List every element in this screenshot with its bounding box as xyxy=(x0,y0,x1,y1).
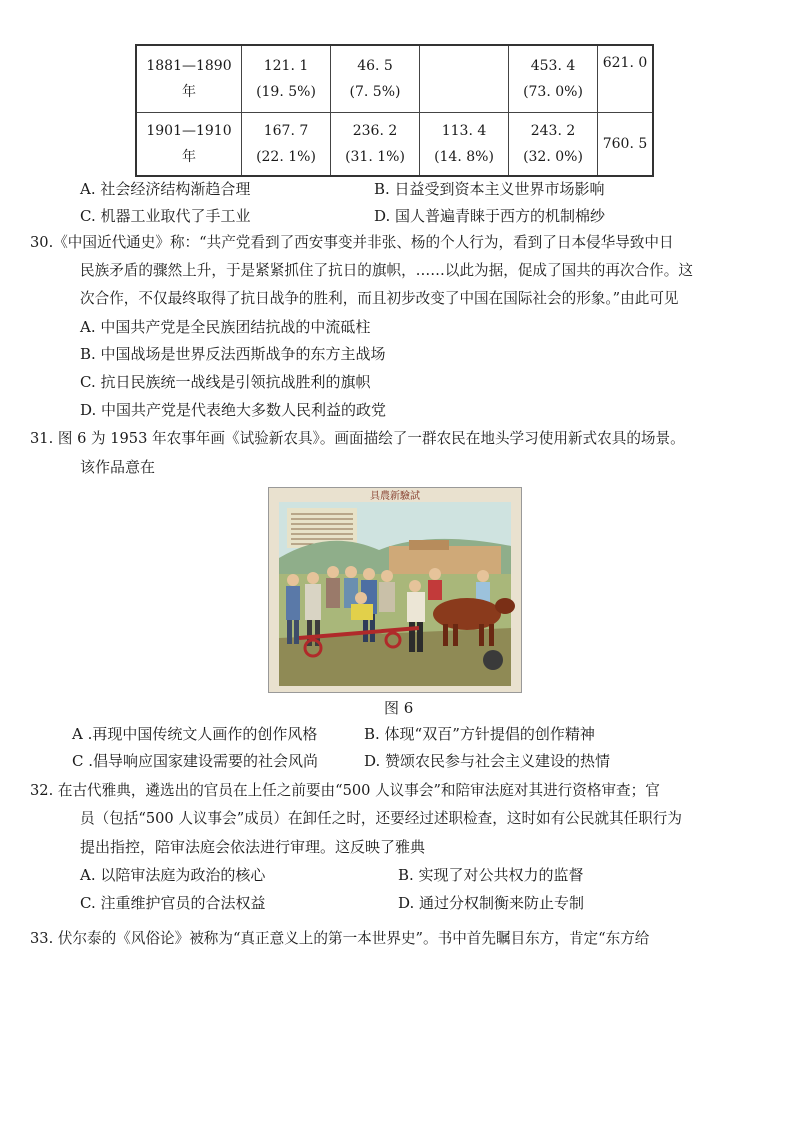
q32-option-c: C. 注重维护官员的合法权益 xyxy=(80,894,266,912)
q29-option-d: D. 国人普遍青睐于西方的机制棉纱 xyxy=(374,207,606,225)
q31-stem-line1: 31. 图 6 为 1953 年农事年画《试验新农具》。画面描绘了一群农民在地头学习使用新式农具的场景。 xyxy=(30,430,685,447)
q32-stem-line3: 提出指控，陪审法庭会依法进行审理。这反映了雅典 xyxy=(80,838,426,856)
q32-option-a: A. 以陪审法庭为政治的核心 xyxy=(80,866,266,884)
q31-option-b: B. 体现“双百”方针提倡的创作精神 xyxy=(364,725,595,743)
q33-stem-line1: 33. 伏尔泰的《风俗论》被称为“真正意义上的第一本世界史”。书中首先瞩目东方，肯定“东方给 xyxy=(30,930,650,947)
table-cell: 236. 2 (31. 1%) xyxy=(331,113,420,177)
table-cell-total: 760. 5 xyxy=(598,113,654,177)
table-cell: 453. 4 (73. 0%) xyxy=(509,45,598,113)
table-row xyxy=(136,113,653,177)
q32-stem-line2: 员（包括“500 人议事会”成员）在卸任之时，还要经过述职检查，这时如有公民就其任职行为 xyxy=(80,810,682,827)
table-cell: 113. 4 (14. 8%) xyxy=(420,113,509,177)
q30-option-c: C. 抗日民族统一战线是引领抗战胜利的旗帜 xyxy=(80,373,371,391)
q29-option-a: A. 社会经济结构渐趋合理 xyxy=(80,180,251,198)
q30-stem-line3: 次合作，不仅最终取得了抗日战争的胜利，而且初步改变了中国在国际社会的形象。”由此可见 xyxy=(80,290,679,307)
cotton-import-table xyxy=(135,44,654,177)
q32-option-b: B. 实现了对公共权力的监督 xyxy=(398,866,584,884)
q29-option-c: C. 机器工业取代了手工业 xyxy=(80,207,251,225)
q31-option-d: D. 赞颂农民参与社会主义建设的热情 xyxy=(364,752,611,770)
table-cell: 1901—1910 年 xyxy=(136,113,242,177)
poster-illustration xyxy=(269,488,521,692)
table-row xyxy=(136,45,653,113)
figure-caption: 图 6 xyxy=(384,699,414,717)
q32-stem-line1: 32. 在古代雅典，遴选出的官员在上任之前要由“500 人议事会”和陪审法庭对其进行资格审查；官 xyxy=(30,782,660,799)
poster-text-lines xyxy=(291,514,353,544)
table-cell: 243. 2 (32. 0%) xyxy=(509,113,598,177)
q30-option-a: A. 中国共产党是全民族团结抗战的中流砥柱 xyxy=(80,318,371,336)
q29-option-b: B. 日益受到资本主义世界市场影响 xyxy=(374,180,605,198)
table-cell-total: 621. 0 xyxy=(598,45,654,113)
table-cell: 1881—1890 年 xyxy=(136,45,242,113)
q30-option-b: B. 中国战场是世界反法西斯战争的东方主战场 xyxy=(80,345,386,363)
poster-banner-title: 具農新驗試 xyxy=(370,491,420,502)
q30-stem-line1: 30.《中国近代通史》称：“共产党看到了西安事变并非张、杨的个人行为，看到了日本侵华导致中日 xyxy=(30,234,674,251)
q32-option-d: D. 通过分权制衡来防止专制 xyxy=(398,894,585,912)
q31-option-a: A .再现中国传统文人画作的创作风格 xyxy=(72,725,318,743)
table-cell: 46. 5 (7. 5%) xyxy=(331,45,420,113)
table-cell xyxy=(420,45,509,113)
q30-option-d: D. 中国共产党是代表绝大多数人民利益的政党 xyxy=(80,401,387,419)
q30-stem-line2: 民族矛盾的骤然上升，于是紧紧抓住了抗日的旗帜，……以此为据，促成了国共的再次合作。这 xyxy=(80,262,693,279)
table-cell: 121. 1 (19. 5%) xyxy=(242,45,331,113)
q31-option-c: C .倡导响应国家建设需要的社会风尚 xyxy=(72,752,319,770)
q31-stem-line2: 该作品意在 xyxy=(80,458,156,476)
new-farm-tools-poster xyxy=(268,487,522,693)
table-cell: 167. 7 (22. 1%) xyxy=(242,113,331,177)
